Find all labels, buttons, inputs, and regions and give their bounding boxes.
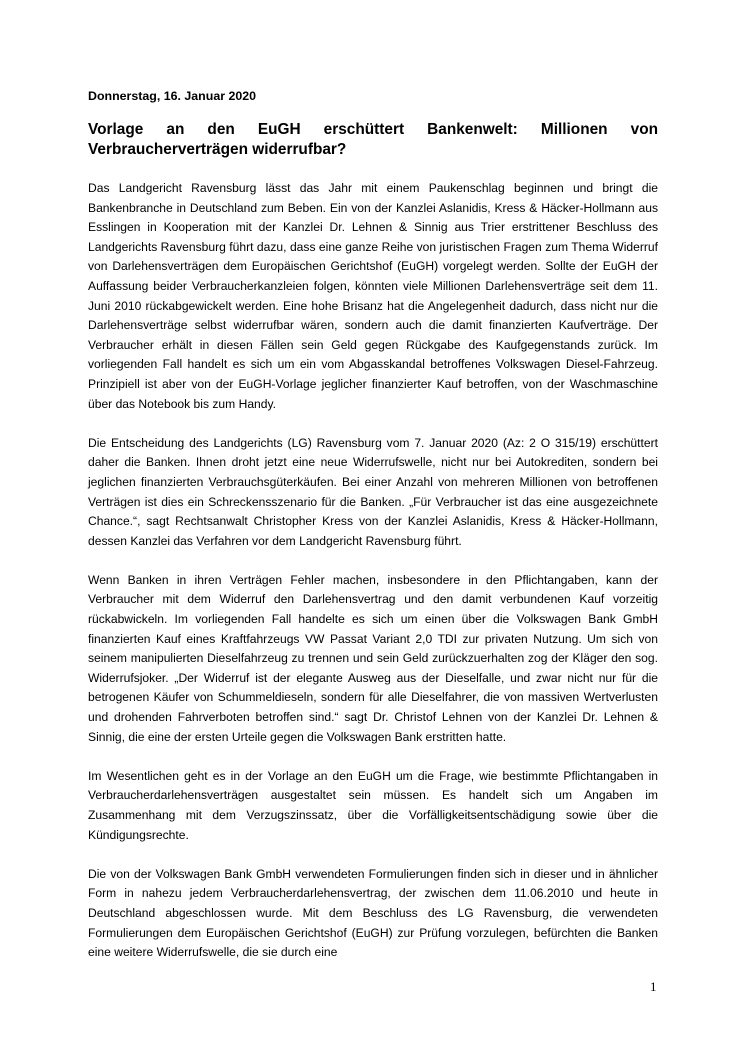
document-headline: Vorlage an den EuGH erschüttert Bankenwelt: Millionen von Verbraucherverträgen widerrufbar? [88, 121, 658, 158]
paragraph-1: Das Landgericht Ravensburg lässt das Jahr mit einem Paukenschlag beginnen und bringt die Bankenbranche in Deutschland zum Beben. Ein von der Kanzlei Aslanidis, Kress & Häcker-Hollmann aus Esslingen in Kooperation mit der Kanzlei Dr. Lehnen & Sinnig aus Trier erstrittener Beschluss des Landgerichts Ravensburg führt dazu, dass eine ganze Reihe von juristischen Fragen zum Thema Widerruf von Darlehensverträgen dem Europäischen Gerichtshof (EuGH) vorgelegt werden. Sollte der EuGH der Auffassung beider Verbraucherkanzleien folgen, könnten viele Millionen Darlehensverträge seit dem 11. Juni 2010 rückabgewickelt werden. Eine hohe Brisanz hat die Angelegenheit dadurch, dass nicht nur die Darlehensverträge selbst widerrufbar wären, sondern auch die damit finanzierten Kaufverträge. Der Verbraucher erhält in diesen Fällen sein Geld gegen Rückgabe des Kaufgegenstands zurück. Im vorliegenden Fall handelt es sich um ein vom Abgasskandal betroffenes Volkswagen Diesel-Fahrzeug. Prinzipiell ist aber von der EuGH-Vorlage jeglicher finanzierter Kauf betroffen, von der Waschmaschine über das Notebook bis zum Handy. [88, 181, 658, 411]
paragraph-4: Im Wesentlichen geht es in der Vorlage an den EuGH um die Frage, wie bestimmte Pflichtangaben in Verbraucherdarlehensverträgen ausgestaltet sein müssen. Es handelt sich um Angaben im Zusammenhang mit dem Verzugszinssatz, über die Vorfälligkeitsentschädigung sowie über die Kündigungsrechte. [88, 768, 658, 842]
page-number: 1 [650, 979, 657, 994]
paragraph-5: Die von der Volkswagen Bank GmbH verwendeten Formulierungen finden sich in dieser und in ähnlicher Form in nahezu jedem Verbraucherdarlehensvertrag, der zwischen dem 11.06.2010 und heute in Deutschland abgeschlossen wurde. Mit dem Beschluss des LG Ravensburg, die verwendeten Formulierungen dem Europäischen Gerichtshof (EuGH) zur Prüfung vorzulegen, befürchten die Banken eine weitere Widerrufswelle, die sie durch eine [88, 866, 658, 960]
paragraph-3: Wenn Banken in ihren Verträgen Fehler machen, insbesondere in den Pflichtangaben, kann der Verbraucher mit dem Widerruf den Darlehensvertrag und den damit verbundenen Kauf vorzeitig rückabwickeln. Im vorliegenden Fall handelte es sich um einen über die Volkswagen Bank GmbH finanzierten Kauf eines Kraftfahrzeugs VW Passat Variant 2,0 TDI zur privaten Nutzung. Um sich von seinem manipulierten Dieselfahrzeug zu trennen und sein Geld zurückzuerhalten zog der Kläger den sog. Widerrufsjoker. „Der Widerruf ist der elegante Ausweg aus der Dieselfalle, und zwar nicht nur für die betrogenen Käufer von Schummeldieseln, sondern für alle Dieselfahrer, die von massiven Wertverlusten und drohenden Fahrverboten betroffen sind.“ sagt Dr. Christof Lehnen von der Kanzlei Dr. Lehnen & Sinnig, die eine der ersten Urteile gegen die Volkswagen Bank erstritten hatte. [88, 572, 658, 744]
paragraph-2: Die Entscheidung des Landgerichts (LG) Ravensburg vom 7. Januar 2020 (Az: 2 O 315/19) erschüttert daher die Banken. Ihnen droht jetzt eine neue Widerrufswelle, nicht nur bei Autokrediten, sondern bei jeglichen finanzierten Verbrauchsgüterkäufen. Bei einer Anzahl von mehreren Millionen von betroffenen Verträgen ist dies ein Schreckensszenario für die Banken. „Für Verbraucher ist das eine ausgezeichnete Chance.“, sagt Rechtsanwalt Christopher Kress von der Kanzlei Aslanidis, Kress & Häcker-Hollmann, dessen Kanzlei das Verfahren vor dem Landgericht Ravensburg führt. [88, 435, 658, 548]
document-date: Donnerstag, 16. Januar 2020 [88, 89, 257, 103]
document-page [88, 88, 658, 982]
